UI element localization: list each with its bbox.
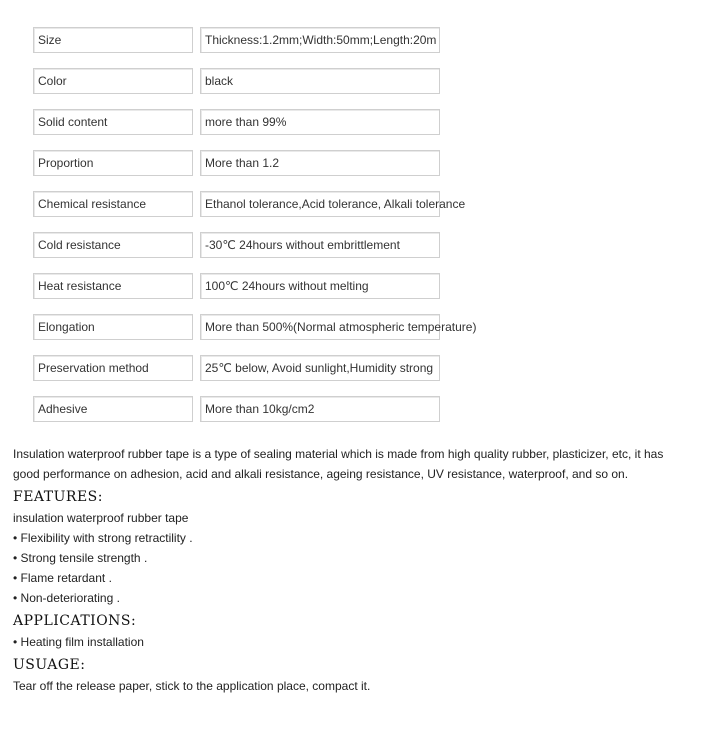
- spec-label: Elongation: [33, 314, 193, 340]
- applications-heading: APPLICATIONS:: [13, 613, 137, 629]
- spec-value: Thickness:1.2mm;Width:50mm;Length:20m: [200, 27, 440, 53]
- spec-row-elongation: [33, 314, 477, 340]
- features-heading: FEATURES:: [13, 489, 103, 505]
- spec-value: More than 1.2: [200, 150, 440, 176]
- application-item: • Heating film installation: [13, 635, 144, 649]
- spec-label: Size: [33, 27, 193, 53]
- spec-value: 100℃ 24hours without melting: [200, 273, 440, 299]
- spec-row-cold-resistance: [33, 232, 453, 258]
- features-intro: insulation waterproof rubber tape: [13, 511, 189, 525]
- specification-table: [33, 27, 477, 437]
- spec-value: More than 500%(Normal atmospheric temperature): [200, 314, 440, 340]
- spec-value: black: [200, 68, 440, 94]
- spec-label: Preservation method: [33, 355, 193, 381]
- description-line: good performance on adhesion, acid and alkali resistance, ageing resistance, UV resistance, waterproof, and so on.: [13, 467, 629, 481]
- spec-row-heat-resistance: [33, 273, 453, 299]
- spec-label: Heat resistance: [33, 273, 193, 299]
- spec-value: More than 10kg/cm2: [200, 396, 440, 422]
- usage-heading: USUAGE:: [13, 657, 86, 673]
- spec-label: Cold resistance: [33, 232, 193, 258]
- spec-row-color: [33, 68, 453, 94]
- product-description: [13, 444, 693, 696]
- spec-label: Chemical resistance: [33, 191, 193, 217]
- feature-item: • Flexibility with strong retractility .: [13, 531, 193, 545]
- spec-label: Proportion: [33, 150, 193, 176]
- spec-label: Color: [33, 68, 193, 94]
- feature-item: • Flame retardant .: [13, 571, 112, 585]
- spec-row-adhesive: [33, 396, 453, 422]
- spec-row-preservation-method: [33, 355, 453, 381]
- spec-value: Ethanol tolerance,Acid tolerance, Alkali tolerance: [200, 191, 440, 217]
- spec-label: Solid content: [33, 109, 193, 135]
- spec-value: 25℃ below, Avoid sunlight,Humidity strong: [200, 355, 440, 381]
- spec-row-size: [33, 27, 453, 53]
- spec-value: -30℃ 24hours without embrittlement: [200, 232, 440, 258]
- spec-label: Adhesive: [33, 396, 193, 422]
- spec-row-chemical-resistance: [33, 191, 466, 217]
- spec-value: more than 99%: [200, 109, 440, 135]
- spec-row-proportion: [33, 150, 453, 176]
- usage-text: Tear off the release paper, stick to the application place, compact it.: [13, 679, 371, 693]
- description-line: Insulation waterproof rubber tape is a type of sealing material which is made from high quality rubber, plasticizer, etc, it has: [13, 447, 664, 461]
- spec-row-solid-content: [33, 109, 453, 135]
- feature-item: • Non-deteriorating .: [13, 591, 120, 605]
- feature-item: • Strong tensile strength .: [13, 551, 148, 565]
